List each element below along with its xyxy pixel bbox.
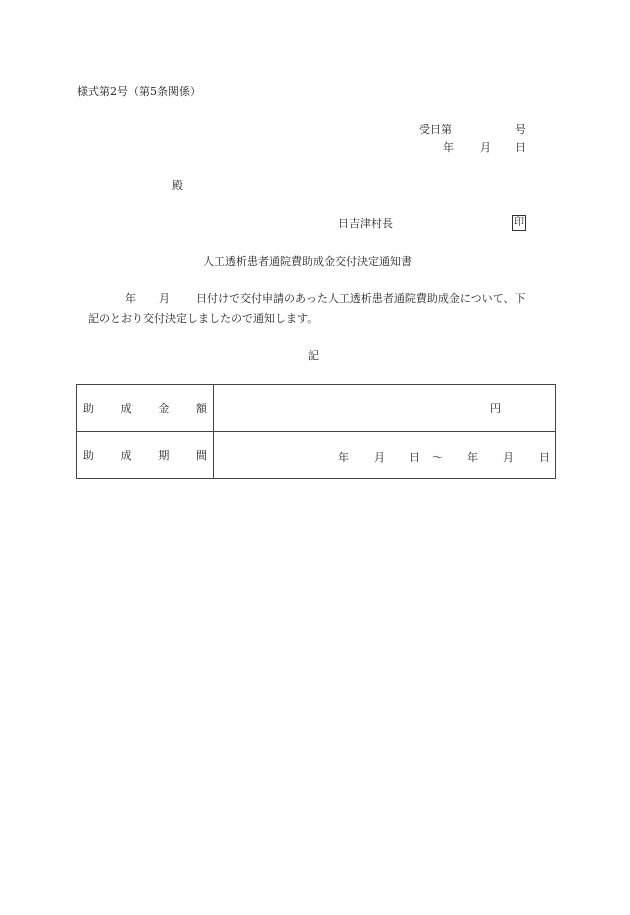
yen-unit: 円 [490, 402, 501, 415]
label-subsidy-amount: 助 成 金 額 [77, 385, 214, 432]
ki-heading: 記 [308, 349, 319, 362]
subsidy-table [76, 384, 556, 479]
document-title: 人工透析患者通院費助成金交付決定通知書 [203, 255, 412, 268]
body-line-1: 日付けで交付申請のあった人工透析患者通院費助成金について、下 [196, 292, 526, 305]
issue-date-month: 月 [480, 141, 491, 154]
range-tilde: 〜 [432, 451, 443, 464]
body-line-2: 記のとおり交付決定しましたので通知します。 [88, 312, 319, 325]
table-row-period [77, 432, 556, 479]
body-month: 月 [159, 292, 170, 305]
table-row-amount [77, 385, 556, 432]
subsidy-amount-value [214, 385, 556, 432]
subsidy-period-value [214, 432, 556, 479]
start-day: 日 [409, 451, 420, 464]
receipt-number-suffix: 号 [515, 123, 526, 136]
body-year: 年 [125, 292, 136, 305]
receipt-number-prefix: 受日第 [419, 123, 452, 136]
seal-icon: 印 [512, 215, 526, 231]
end-month: 月 [503, 451, 514, 464]
addressee-honorific: 殿 [172, 179, 183, 192]
label-subsidy-period: 助 成 期 間 [77, 432, 214, 479]
seal-mark [512, 215, 526, 231]
issuer-name: 日吉津村長 [338, 217, 393, 230]
issue-date-year: 年 [443, 141, 454, 154]
end-year: 年 [467, 451, 478, 464]
issue-date-day: 日 [515, 141, 526, 154]
start-month: 月 [374, 451, 385, 464]
end-day: 日 [539, 451, 550, 464]
form-number: 様式第2号（第5条関係） [77, 85, 201, 98]
start-year: 年 [338, 451, 349, 464]
